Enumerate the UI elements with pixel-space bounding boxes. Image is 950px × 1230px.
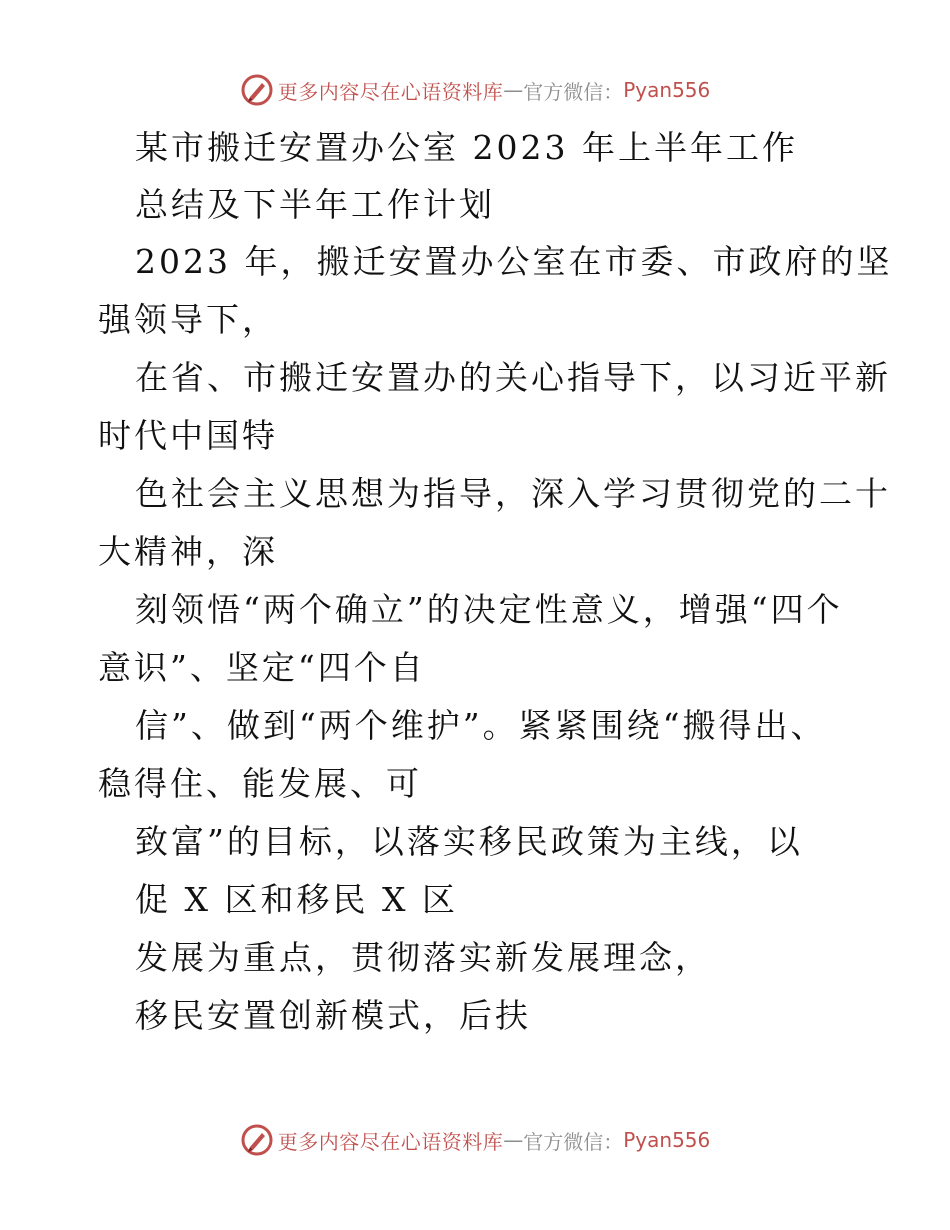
paragraph-line: 2023 年，搬迁安置办公室在市委、市政府的坚 [135, 242, 893, 281]
watermark-text: 更多内容尽在心语资料库 [277, 1129, 504, 1154]
pen-logo-icon [240, 1123, 274, 1157]
watermark-wechat-label: 官方微信： [523, 1129, 624, 1154]
watermark-dash: — [503, 1128, 524, 1152]
paragraph-line: 稳得住、能发展、可 [98, 764, 422, 803]
watermark-text: 更多内容尽在心语资料库 [277, 79, 504, 104]
paragraph-line: 大精神，深 [98, 532, 278, 571]
paragraph-line: 移民安置创新模式，后扶 [135, 996, 531, 1035]
watermark-footer [0, 1120, 950, 1160]
watermark-header [0, 70, 950, 110]
paragraph-line: 强领导下， [98, 300, 278, 339]
watermark-wechat-id: Pyan556 [623, 78, 711, 102]
pen-logo-icon [240, 73, 274, 107]
paragraph-line: 色社会主义思想为指导，深入学习贯彻党的二十 [135, 474, 891, 513]
paragraph-line: 促 X 区和移民 X 区 [135, 880, 458, 919]
paragraph-line: 时代中国特 [98, 416, 278, 455]
paragraph-line: 信”、做到“两个维护”。紧紧围绕“搬得出、 [135, 706, 827, 745]
document-title-line-1: 某市搬迁安置办公室 2023 年上半年工作 [135, 128, 798, 167]
paragraph-line: 发展为重点，贯彻落实新发展理念， [135, 938, 711, 977]
watermark-wechat-id: Pyan556 [623, 1128, 711, 1152]
paragraph-line: 意识”、坚定“四个自 [98, 648, 426, 687]
paragraph-line: 致富”的目标，以落实移民政策为主线，以 [135, 822, 803, 861]
paragraph-line: 刻领悟“两个确立”的决定性意义，增强“四个 [135, 590, 843, 629]
watermark-dash: — [503, 78, 524, 102]
watermark-wechat-label: 官方微信： [523, 79, 624, 104]
paragraph-line: 在省、市搬迁安置办的关心指导下，以习近平新 [135, 358, 891, 397]
document-title-line-2: 总结及下半年工作计划 [135, 185, 495, 224]
